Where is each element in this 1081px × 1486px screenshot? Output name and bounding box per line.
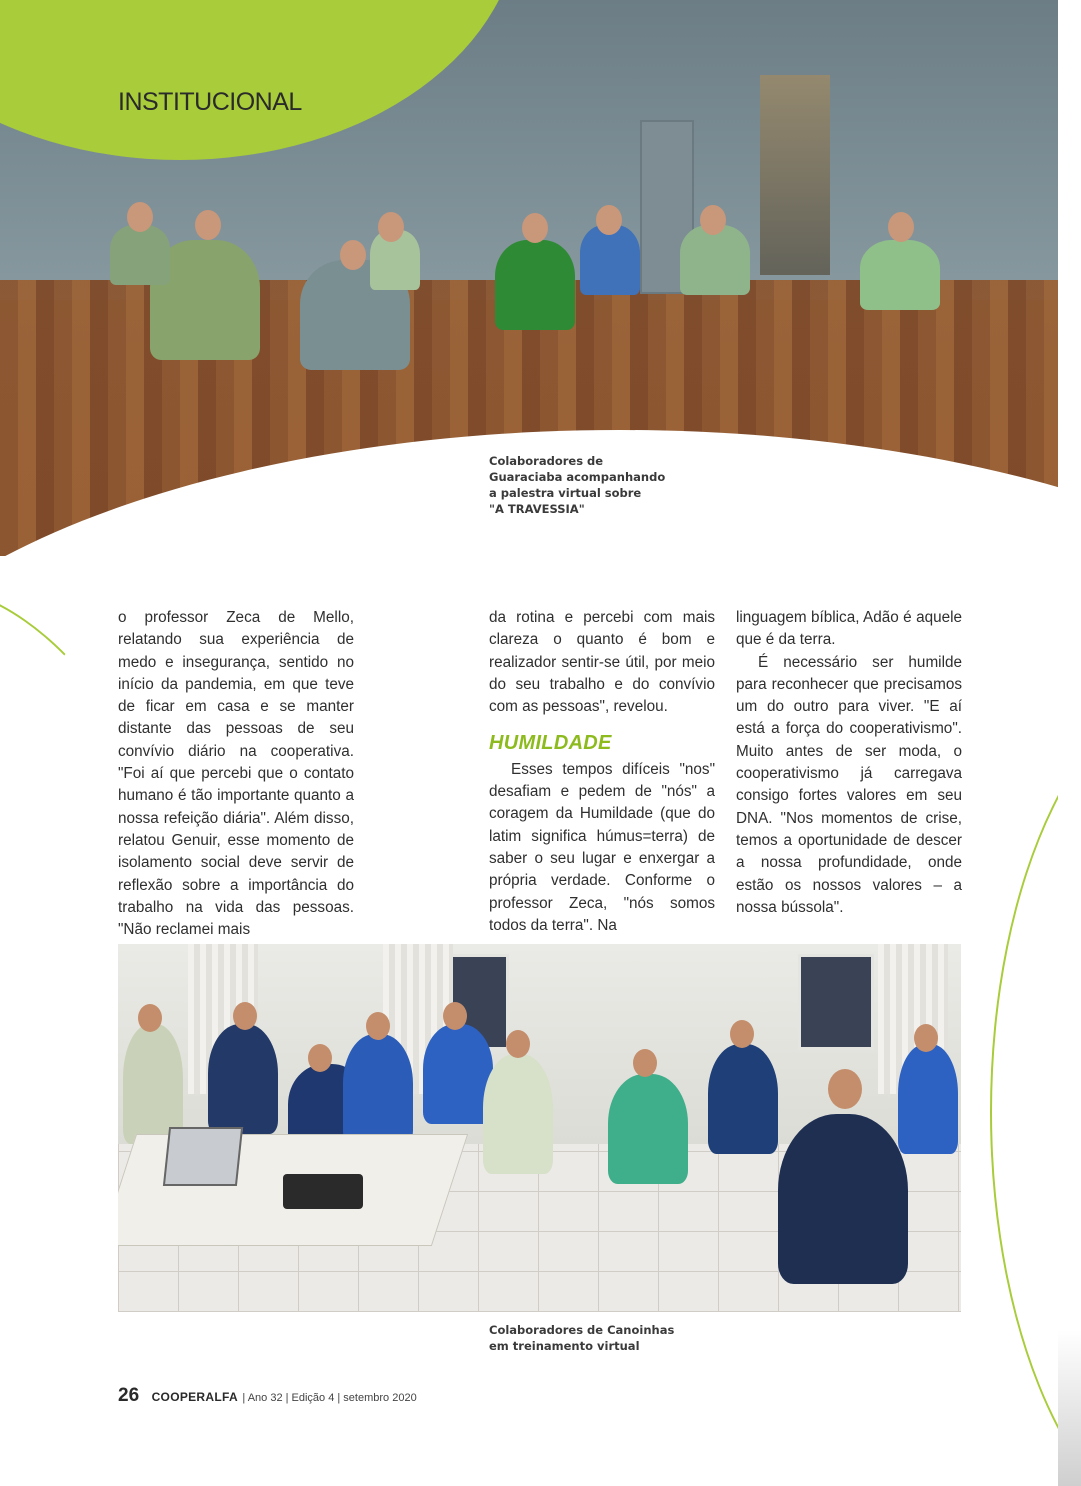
laptop	[163, 1127, 243, 1186]
person-figure	[680, 225, 750, 295]
person-figure	[708, 1044, 778, 1154]
photo-bottom-caption	[489, 1322, 709, 1354]
person-figure	[483, 1054, 553, 1174]
magazine-brand: COOPERALFA	[151, 1390, 238, 1404]
person-head	[633, 1049, 657, 1077]
issue-info: | Ano 32 | Edição 4 | setembro 2020	[242, 1392, 417, 1404]
person-figure	[208, 1024, 278, 1134]
trophy-shelf	[760, 75, 830, 275]
person-figure	[860, 240, 940, 310]
person-head	[888, 212, 914, 242]
article-column-3	[736, 607, 962, 919]
person-head	[127, 202, 153, 232]
page-number: 26	[118, 1385, 140, 1406]
person-figure	[608, 1074, 688, 1184]
caption-line: Colaboradores de Canoinhas	[489, 1323, 675, 1337]
caption-line: a palestra virtual sobre	[489, 486, 642, 500]
article-paragraph: É necessário ser humilde para reconhecer que precisamos um do outro para viver. "E aí está a força do cooperativismo". Muito antes de ser moda, o cooperativismo já carregava consigo fortes valores em seu DNA. "Nos momentos de crise, temos a oportunidade de descer a nossa profundidade, onde estão os nossos valores – a nossa bússola".	[736, 653, 962, 916]
person-figure	[580, 225, 640, 295]
article-column-1	[118, 607, 354, 941]
person-figure	[110, 225, 170, 285]
caption-line: "A TRAVESSIA"	[489, 502, 585, 516]
section-label: INSTITUCIONAL	[118, 88, 302, 116]
person-head	[195, 210, 221, 240]
person-head	[378, 212, 404, 242]
page-edge-shadow	[1058, 1330, 1081, 1486]
person-head	[522, 213, 548, 243]
person-head	[596, 205, 622, 235]
article-paragraph: linguagem bíblica, Adão é aquele que é da terra.	[736, 609, 962, 649]
article-subheading: HUMILDADE	[489, 732, 612, 755]
caption-line: Colaboradores de	[489, 454, 604, 468]
person-figure	[495, 240, 575, 330]
person-head	[366, 1012, 390, 1040]
article-paragraph: o professor Zeca de Mello, relatando sua experiência de medo e insegurança, sentido no início da pandemia, em que teve de ficar em casa e se manter distante das pessoas de seu convívio diário na cooperativa. "Foi aí que percebi que o contato humano é tão importante quanto a nossa refeição diária". Além disso, relatou Genuir, esse momento de isolamento social deve servir de reflexão sobre a importância do trabalho na vida das pessoas. "Não reclamei mais	[118, 609, 354, 939]
page-footer	[118, 1385, 417, 1407]
caption-line: em treinamento virtual	[489, 1339, 640, 1353]
person-figure	[343, 1034, 413, 1144]
person-figure	[898, 1044, 958, 1154]
person-head	[308, 1044, 332, 1072]
person-head	[730, 1020, 754, 1048]
person-head	[138, 1004, 162, 1032]
caption-line: Guaraciaba acompanhando	[489, 470, 666, 484]
photo-top-caption	[489, 453, 689, 517]
photo-canoinhas-collaborators	[118, 944, 961, 1312]
projector	[283, 1174, 363, 1209]
page-edge	[1058, 0, 1081, 1486]
person-figure	[778, 1114, 908, 1284]
person-head	[233, 1002, 257, 1030]
article-paragraph: da rotina e percebi com mais clareza o quanto é bom e realizador sentir-se útil, por meio do seu trabalho e do convívio com as pessoas", revelou.	[489, 609, 715, 716]
person-figure	[123, 1024, 183, 1144]
article-column-2	[489, 607, 715, 937]
person-head	[828, 1069, 862, 1109]
person-head	[506, 1030, 530, 1058]
person-head	[340, 240, 366, 270]
photo-window	[798, 954, 874, 1050]
article-paragraph: Esses tempos difíceis "nos" desafiam e pedem de "nós" a coragem da Humildade (que do latim significa húmus=terra) de saber o seu lugar e enxergar a própria verdade. Conforme o professor Zeca, "nós somos todos da terra". Na	[489, 760, 715, 934]
person-head	[700, 205, 726, 235]
person-head	[914, 1024, 938, 1052]
person-head	[443, 1002, 467, 1030]
